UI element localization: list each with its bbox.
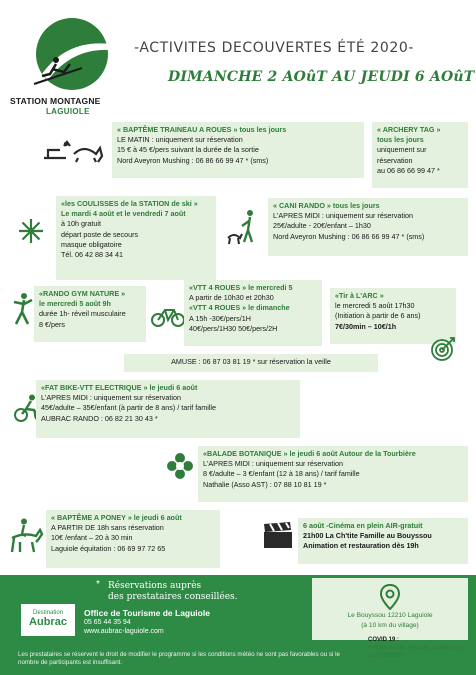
reservation-line: Réservations auprès (108, 581, 202, 591)
station-logo (22, 14, 118, 100)
arc-line: 7€/30min – 10€/1h (335, 321, 397, 331)
vtt-line: A partir de 10h30 et 20h30 (189, 293, 274, 303)
canirando-title: « CANI RANDO » tous les jours (273, 201, 380, 210)
canirando-line: L'APRES MIDI : uniquement sur réservation (273, 211, 413, 221)
vtt-title: «VTT 4 ROUES » le mercredi 5 (189, 283, 293, 292)
covid-note (368, 637, 468, 660)
gym-person-icon (10, 292, 34, 326)
horse-rider-icon (6, 518, 44, 554)
gym-line: 8 €/pers (39, 319, 65, 329)
covid-text: Respectez les mesures sanitaires et de protection (368, 644, 465, 659)
traineau-line: LE MATIN : uniquement sur réservation (117, 135, 243, 145)
traineau-box (112, 122, 364, 178)
gym-line: le mercredi 5 août 9h (39, 299, 111, 309)
footer-star: * (96, 579, 100, 590)
reservation-note (108, 581, 238, 604)
bicycle-icon (150, 306, 186, 328)
poney-box (46, 510, 220, 568)
target-arrow-icon (430, 336, 456, 362)
poney-title: « BAPTÊME A PONEY » le jeudi 6 août (51, 513, 182, 522)
fatbike-box (36, 380, 300, 438)
traineau-line: 15 € à 45 €/pers suivant la durée de la sortie (117, 145, 259, 155)
tourism-office-name: Office de Tourisme de Laguiole (84, 608, 210, 618)
arc-line: le mercredi 5 août 17h30 (335, 301, 415, 311)
logo-sub: LAGUIOLE (46, 107, 90, 116)
canirando-box (268, 198, 468, 256)
amuse-line: AMUSE : 06 87 03 81 19 * sur réservation la veille (171, 357, 331, 366)
location-panel (312, 578, 468, 640)
tourism-office-phone: 05 65 44 35 94 (84, 619, 131, 626)
archery-line: uniquement sur (377, 145, 427, 155)
canirando-line: 25€/adulte - 20€/enfant – 1h30 (273, 221, 371, 231)
cinema-box (298, 518, 468, 564)
dog-hiker-icon (226, 208, 262, 248)
clapperboard-icon (262, 522, 294, 550)
gym-box (34, 286, 146, 342)
fatbike-line: 45€/adulte – 35€/enfant (à partir de 8 ans) / tarif famille (41, 403, 216, 413)
coulisses-title: «les COULISSES de la STATION de ski » (61, 199, 198, 208)
poney-line: A PARTIR DE 18h sans réservation (51, 523, 164, 533)
archery-line: réservation (377, 155, 413, 165)
archery-box (372, 122, 468, 188)
reservation-line: des prestataires conseillées. (108, 592, 238, 603)
page-title: -ACTIVITES DECOUVERTES ÉTÉ 2020- (134, 40, 415, 56)
fatbike-line: AUBRAC RANDO : 06 82 21 30 43 * (41, 413, 158, 423)
balade-box (198, 446, 468, 502)
balade-line: 8 €/adulte – 3 €/enfant (12 à 18 ans) / tarif famille (203, 469, 360, 479)
vtt-line: A 15h -30€/pers/1H (189, 313, 251, 323)
map-pin-icon (380, 584, 400, 610)
canirando-line: Nord Aveyron Mushing : 06 86 66 99 47 * (sms) (273, 231, 425, 241)
flower-icon (166, 452, 194, 480)
traineau-title: « BAPTÊME TRAINEAU A ROUES » tous les jours (117, 125, 287, 134)
coulisses-line: masque obligatoire (61, 239, 122, 249)
snowflake-icon (18, 218, 44, 244)
disclaimer: Les prestataires se réservent le droit de modifier le programme si les conditions météo ne sont pas favorables ou si le nombre de participants est insuffisant. (18, 651, 340, 667)
poney-line: 10€ /enfant – 20 à 30 min (51, 533, 133, 543)
cinema-line: 21h00 La Ch'tite Famille au Bouyssou (303, 531, 432, 541)
arc-line: (Initiation à partir de 6 ans) (335, 311, 421, 321)
vtt-box (184, 280, 322, 346)
logo-name: STATION MONTAGNE (10, 96, 101, 106)
amuse-box (124, 354, 378, 372)
balade-line: L'APRES MIDI : uniquement sur réservation (203, 459, 343, 469)
balade-title: «BALADE BOTANIQUE » le jeudi 6 août Autour de la Tourbière (203, 449, 416, 458)
vtt-line: 40€/pers/1H30 50€/pers/2H (189, 323, 278, 333)
sled-dog-icon (42, 136, 104, 164)
archery-line: au 06 86 66 99 47 * (377, 165, 440, 175)
badge-top: Destination (32, 610, 64, 616)
coulisses-line: départ poste de secours (61, 229, 139, 239)
fatbike-line: L'APRES MIDI : uniquement sur réservation (41, 393, 181, 403)
poney-line: Laguiole équitation : 06 69 97 72 65 (51, 543, 166, 553)
arc-title: «Tir à L'ARC » (335, 291, 384, 300)
covid-title: COVID 19 : (368, 637, 400, 643)
badge-name: Aubrac (29, 616, 67, 628)
fatbike-title: «FAT BIKE-VTT ELECTRIQUE » le jeudi 6 août (41, 383, 198, 392)
cinema-title: 6 août -Cinéma en plein AIR-gratuit (303, 521, 423, 530)
page-subtitle: DIMANCHE 2 AOûT AU JEUDI 6 AOûT (168, 69, 475, 85)
coulisses-box (56, 196, 216, 280)
coulisses-line: Le mardi 4 août et le vendredi 7 août (61, 209, 186, 219)
coulisses-line: Tél. 06 42 88 34 41 (61, 250, 123, 260)
tourism-office-website[interactable]: www.aubrac-laguiole.com (84, 628, 164, 635)
cinema-line: Animation et restauration dès 19h (303, 541, 419, 551)
gym-line: durée 1h- réveil musculaire (39, 309, 126, 319)
gym-title: «RANDO GYM NATURE » (39, 289, 126, 298)
location-distance: (à 10 km du village) (361, 622, 419, 629)
vtt-title-2: «VTT 4 ROUES » le dimanche (189, 303, 290, 313)
traineau-line: Nord Aveyron Mushing : 06 86 66 99 47 * (sms) (117, 155, 269, 165)
archery-title: « ARCHERY TAG » (377, 125, 441, 134)
balade-line: Nathalie (Asso AST) : 07 88 10 81 19 * (203, 479, 327, 489)
archery-line: tous les jours (377, 135, 424, 145)
location-address: Le Bouyssou 12210 Laguiole (347, 612, 433, 619)
coulisses-line: à 10h gratuit (61, 219, 101, 229)
destination-aubrac-logo (20, 603, 76, 637)
